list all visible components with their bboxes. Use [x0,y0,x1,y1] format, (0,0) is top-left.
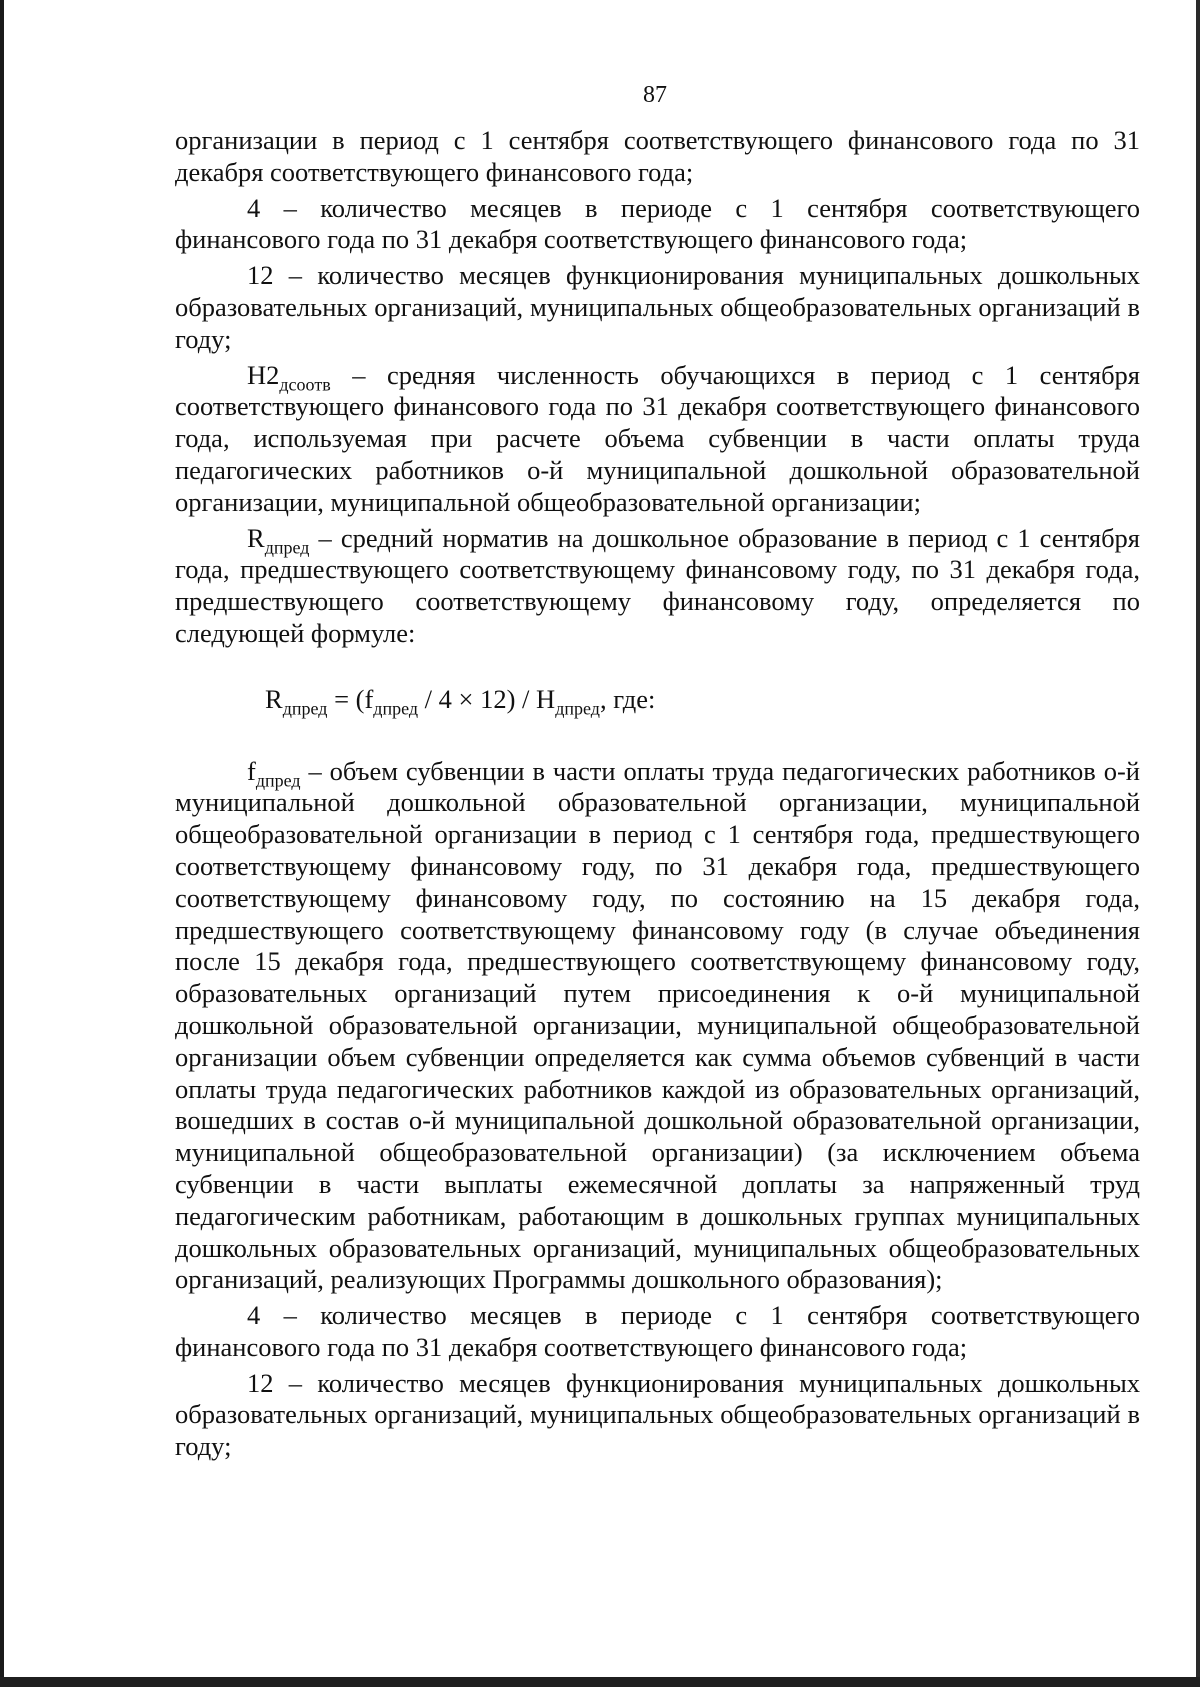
f-definition-text: – объем субвенции в части оплаты труда педагогических работников о-й муниципальной дошкольной образовательной организации, муниципальной общеобразовательной организации в период с 1 сентября года, предшествующего соответствующему финансовому году, по 31 декабря года, предшествующего соответствующему финансовому году, по состоянию на 15 декабря года, предшествующего соответствующему финансовому году (в случае объединения после 15 декабря года, предшествующего соответствующему финансовому году, образовательных организаций путем присоединения к о-й муниципальной дошкольной образовательной организации, муниципальной общеобразовательной организации объем субвенции определяется как сумма объемов субвенций в части оплаты труда педагогических работников каждой из образовательных организаций, вошедших в состав о-й муниципальной дошкольной образовательной организации, муниципальной общеобразовательной организации) (за исключением объема субвенции в части выплаты ежемесячной доплаты за напряженный труд педагогическим работникам, работающим в дошкольных группах муниципальных дошкольных образовательных организаций, муниципальных общеобразовательных организаций, реализующих Программы дошкольного образования); [175,755,1140,1295]
paragraph-r-definition [175,523,1140,650]
n2-definition-text: – средняя численность обучающихся в период с 1 сентября соответствующего финансового года по 31 декабря соответствующего финансового года, используемая при расчете объема субвенции в части оплаты труда педагогических работников о-й муниципальной дошкольной образовательной организации, муниципальной общеобразовательной организации; [175,359,1140,517]
scan-edge-right [1196,0,1200,1687]
variable-r: R [247,522,265,553]
paragraph-months-4: 4 – количество месяцев в периоде с 1 сентября соответствующего финансового года по 31 декабря соответствующего финансового года; [175,192,1140,255]
variable-f: f [247,755,256,786]
paragraph-months-4-second: 4 – количество месяцев в периоде с 1 сентября соответствующего финансового года по 31 декабря соответствующего финансового года; [175,1300,1140,1362]
scan-edge-left [0,0,4,1687]
variable-r-subscript: дпред [264,536,310,557]
paragraph-n2-definition [175,360,1140,519]
formula-eq-open: = (f [327,683,374,714]
r-definition-text: – средний норматив на дошкольное образование в период с 1 сентября года, предшествующего соответствующему финансовому году, по 31 декабря года, предшествующего соответствующему финансовому году, определяется по следующей формуле: [175,522,1140,648]
paragraph-months-12-second: 12 – количество месяцев функционирования муниципальных дошкольных образовательных организаций, муниципальных общеобразовательных организаций в году; [175,1367,1140,1462]
document-body [175,125,1140,1463]
formula [175,683,1140,719]
page-number: 87 [643,82,667,108]
formula-mid: / 4 × 12) / Н [418,683,556,714]
paragraph-continuation: организации в период с 1 сентября соответствующего финансового года по 31 декабря соответствующего финансового года; [175,125,1140,187]
formula-n-subscript: дпред [555,698,600,719]
formula-r-subscript: дпред [282,698,328,719]
variable-n2-subscript: дсоотв [279,373,331,394]
paragraph-months-12: 12 – количество месяцев функционирования муниципальных дошкольных образовательных организаций, муниципальных общеобразовательных организаций в году; [175,260,1140,354]
formula-f-subscript: дпред [373,698,419,719]
variable-n2: Н2 [247,359,280,390]
variable-f-subscript: дпред [255,769,301,790]
formula-tail: , где: [599,683,656,714]
formula-r: R [265,683,283,714]
scan-edge-bottom [0,1677,1200,1687]
paragraph-f-definition [175,756,1140,1297]
